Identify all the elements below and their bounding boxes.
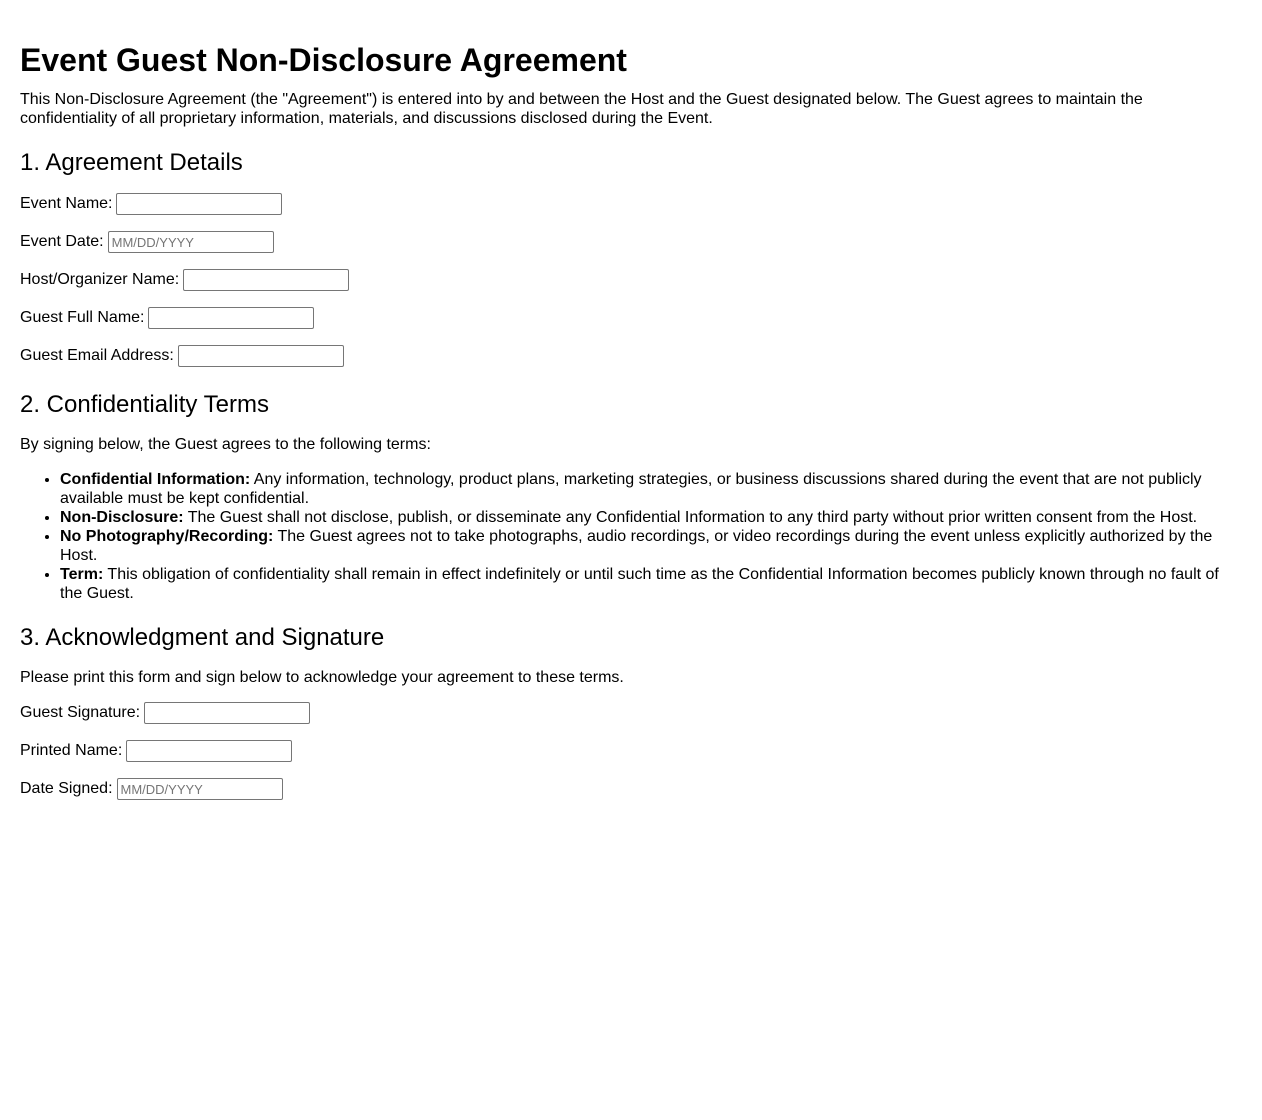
guest-signature-row [20,699,1242,727]
event-name-row [20,190,1242,218]
terms-list [20,470,1242,603]
signature-section [20,699,1242,803]
section-heading-confidentiality-terms: 2. Confidentiality Terms [20,391,269,418]
agreement-details-section [20,190,1242,370]
term-text: This obligation of confidentiality shall remain in effect indefinitely or until such time as the Confidential Information becomes publicly known through no fault of the Guest. [60,566,1219,602]
term-text: The Guest shall not disclose, publish, or disseminate any Confidential Information to any third party without prior written consent from the Host. [183,509,1198,526]
guest-name-input[interactable] [148,307,314,329]
event-name-label: Event Name: [20,195,113,212]
guest-email-label: Guest Email Address: [20,347,174,364]
term-title: Term: [60,566,104,583]
printed-name-input[interactable] [126,740,292,762]
host-name-label: Host/Organizer Name: [20,271,180,288]
event-date-row [20,228,1242,256]
guest-signature-label: Guest Signature: [20,704,141,721]
term-item-non-disclosure [60,508,1242,527]
term-text: The Guest agrees not to take photographs, audio recordings, or video recordings during the event unless explicitly authorized by the Host. [60,528,1213,564]
host-name-row [20,266,1242,294]
guest-email-row [20,342,1242,370]
term-text: Any information, technology, product plans, marketing strategies, or business discussions shared during the event that are not publicly available must be kept confidential. [60,471,1202,507]
printed-name-label: Printed Name: [20,742,123,759]
event-date-label: Event Date: [20,233,104,250]
section-heading-agreement-details: 1. Agreement Details [20,149,243,176]
guest-email-input[interactable] [178,345,344,367]
page-title: Event Guest Non-Disclosure Agreement [20,42,627,78]
guest-signature-input[interactable] [144,702,310,724]
acknowledgment-text: Please print this form and sign below to acknowledge your agreement to these terms. [20,669,624,686]
term-title: Confidential Information: [60,471,251,488]
guest-name-row [20,304,1242,332]
event-name-input[interactable] [116,193,282,215]
date-signed-label: Date Signed: [20,780,113,797]
intro-paragraph: This Non-Disclosure Agreement (the "Agreement") is entered into by and between the Host and the Guest designated below. The Guest agrees to maintain the confidentiality of all proprietary information, materials, and discussions disclosed during the Event. [20,91,1143,127]
term-item-no-photography [60,527,1242,565]
term-title: No Photography/Recording: [60,528,274,545]
term-item-term [60,565,1242,603]
terms-intro: By signing below, the Guest agrees to the following terms: [20,436,431,453]
section-heading-acknowledgment: 3. Acknowledgment and Signature [20,624,385,651]
event-date-input[interactable] [108,231,274,253]
printed-name-row [20,737,1242,765]
term-item-confidential-information [60,470,1242,508]
host-name-input[interactable] [183,269,349,291]
guest-name-label: Guest Full Name: [20,309,145,326]
term-title: Non-Disclosure: [60,509,184,526]
date-signed-input[interactable] [117,778,283,800]
date-signed-row [20,775,1242,803]
